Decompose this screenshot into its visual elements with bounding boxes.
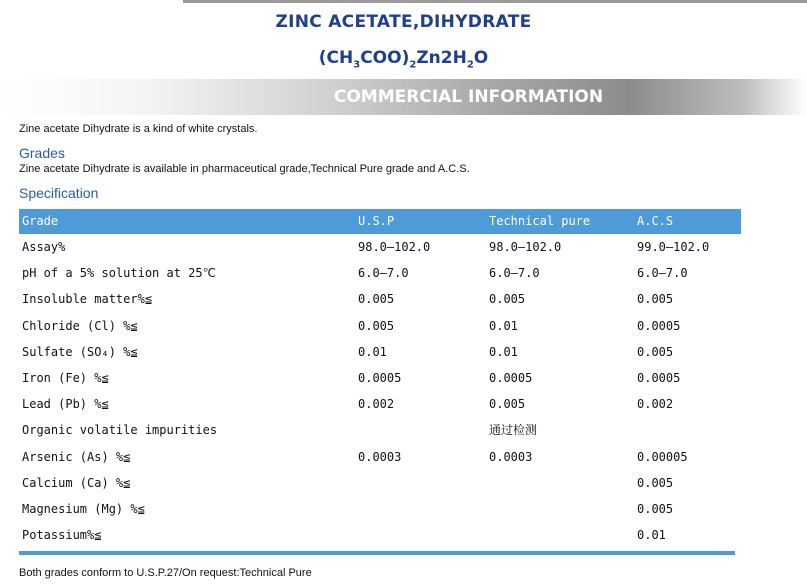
cell-acs: 0.0005 [637,370,681,385]
cell-parameter: Insoluble matter%≦ [22,292,153,307]
cell-acs: 0.005 [637,475,674,490]
cell-technical-pure: 0.0003 [489,449,533,464]
cell-usp: 98.0—102.0 [358,240,431,254]
cell-usp: 0.01 [358,344,387,359]
grades-heading: Grades [19,145,65,161]
table-bottom-rule [19,551,735,555]
specification-table [19,209,741,548]
table-row [19,260,741,286]
table-row [19,313,741,339]
table-row [19,496,741,522]
cell-acs: 0.005 [637,501,674,516]
table-row [19,234,741,260]
column-header-usp: U.S.P [358,214,395,228]
cell-parameter: Chloride (Cl) %≦ [22,318,138,333]
cell-acs: 6.0—7.0 [637,266,688,281]
page-title: ZINC ACETATE,DIHYDRATE [275,12,532,32]
table-row [19,444,741,470]
cell-usp: 0.0005 [358,370,402,385]
specification-heading: Specification [19,185,99,201]
cell-acs: 0.005 [637,292,674,307]
table-row [19,417,741,443]
cell-technical-pure: 0.005 [489,397,526,412]
top-rule [183,0,807,3]
cell-parameter: Assay% [22,240,66,254]
cell-usp: 0.0003 [358,449,402,464]
column-header-technical-pure: Technical pure [489,214,591,228]
cell-technical-pure: 0.01 [489,344,518,359]
cell-acs: 99.0—102.0 [637,240,710,254]
cell-usp: 6.0—7.0 [358,266,409,281]
table-row [19,470,741,496]
cell-parameter: Magnesium (Mg) %≦ [22,501,145,516]
grades-text: Zine acetate Dihydrate is available in pharmaceutical grade,Technical Pure grade and A.C.S. [19,163,470,175]
cell-usp: 0.005 [358,292,395,307]
cell-technical-pure: 0.01 [489,318,518,333]
cell-technical-pure: 98.0—102.0 [489,240,562,254]
cell-parameter: Calcium (Ca) %≦ [22,475,131,490]
cell-parameter: Sulfate (SO₄) %≦ [22,344,138,359]
table-row [19,286,741,312]
cell-technical-pure: 6.0—7.0 [489,266,540,281]
cell-acs: 0.005 [637,344,674,359]
cell-technical-pure: 通过检测 [489,423,538,438]
cell-acs: 0.01 [637,528,666,543]
footer-note: Both grades conform to U.S.P.27/On request:Technical Pure [19,567,312,579]
cell-parameter: pH of a 5% solution at 25℃ [22,266,217,281]
cell-parameter: Iron (Fe) %≦ [22,370,109,385]
cell-acs: 0.002 [637,397,674,412]
cell-usp: 0.002 [358,397,395,412]
cell-acs: 0.0005 [637,318,681,333]
chemical-formula: $(CH_3COO)_2Zn2H_2O$ [318,48,489,71]
table-row [19,365,741,391]
column-header-acs: A.C.S [637,214,674,228]
table-header [19,209,741,234]
cell-parameter: Potassium%≦ [22,528,102,543]
cell-technical-pure: 0.0005 [489,370,533,385]
cell-parameter: Lead (Pb) %≦ [22,397,109,412]
table-row [19,391,741,417]
cell-parameter: Arsenic (As) %≦ [22,449,131,464]
banner-title: COMMERCIAL INFORMATION [333,87,604,107]
cell-acs: 0.00005 [637,449,688,464]
cell-usp: 0.005 [358,318,395,333]
table-row [19,339,741,365]
cell-technical-pure: 0.005 [489,292,526,307]
intro-text: Zine acetate Dihydrate is a kind of white crystals. [19,123,258,135]
table-row [19,522,741,548]
column-header-grade: Grade [22,214,59,228]
cell-parameter: Organic volatile impurities [22,423,218,438]
